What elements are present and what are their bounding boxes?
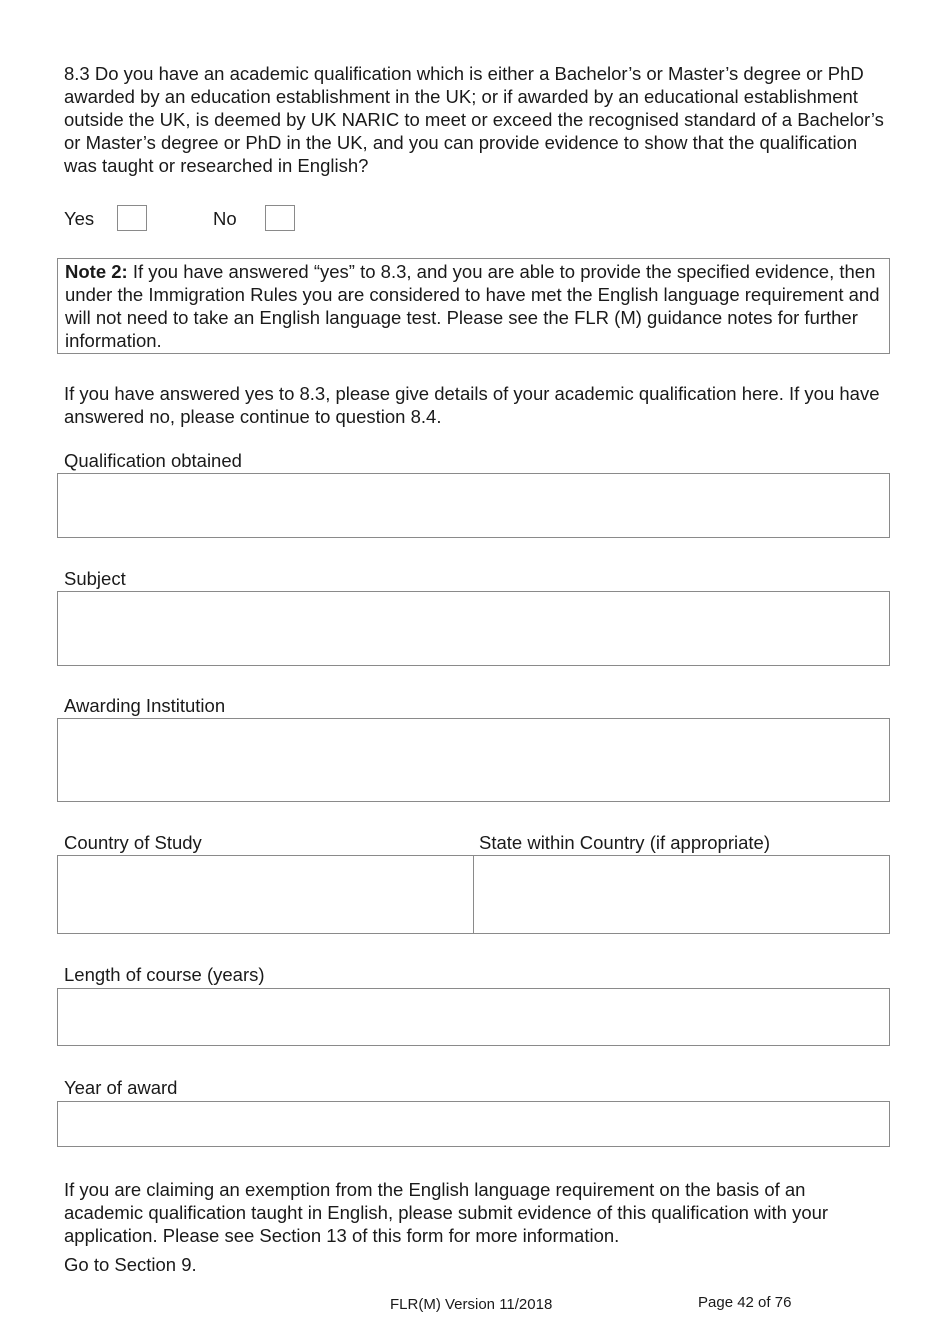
page-number: Page 42 of 76 <box>698 1294 792 1311</box>
form-version: FLR(M) Version 11/2018 <box>390 1296 553 1313</box>
state-label: State within Country (if appropriate) <box>479 832 770 853</box>
yes-checkbox[interactable] <box>117 205 147 231</box>
yes-label: Yes <box>64 208 95 229</box>
note-2-heading: Note 2: <box>65 261 128 282</box>
country-input[interactable] <box>57 855 474 934</box>
state-input[interactable] <box>473 855 890 934</box>
country-label: Country of Study <box>64 832 202 853</box>
institution-label: Awarding Institution <box>64 695 226 716</box>
qualification-input[interactable] <box>57 473 890 538</box>
no-checkbox[interactable] <box>265 205 295 231</box>
note-2-box <box>57 258 890 354</box>
subject-input[interactable] <box>57 591 890 666</box>
year-of-award-input[interactable] <box>57 1101 890 1147</box>
question-8-3-text: 8.3 Do you have an academic qualification which is either a Bachelor’s or Master’s degree or PhD awarded by an education establishment in the UK; or if awarded by an educational establishment outside the UK, is deemed by UK NARIC to meet or exceed the recognised standard of a Bachelor’s or Master’s degree or PhD in the UK, and you can provide evidence to show that the qualification was taught or researched in English? <box>64 63 884 176</box>
year-of-award-label: Year of award <box>64 1077 178 1098</box>
qualification-label: Qualification obtained <box>64 450 242 471</box>
course-length-label: Length of course (years) <box>64 964 265 985</box>
institution-input[interactable] <box>57 718 890 802</box>
note-2-text: If you have answered “yes” to 8.3, and you are able to provide the specified evidence, then under the Immigration Rules you are considered to have met the English language requirement and will not need to take an English language test. Please see the FLR (M) guidance notes for further information. <box>65 261 880 351</box>
course-length-input[interactable] <box>57 988 890 1046</box>
exemption-text: If you are claiming an exemption from the English language requirement on the basis of an academic qualification taught in English, please submit evidence of this qualification with your application. Please see Section 13 of this form for more information. <box>64 1179 829 1246</box>
no-label: No <box>213 208 237 229</box>
go-to-section-text: Go to Section 9. <box>64 1254 197 1275</box>
qualification-intro-text: If you have answered yes to 8.3, please give details of your academic qualification here. If you have answered no, please continue to question 8.4. <box>64 383 880 427</box>
subject-label: Subject <box>64 568 126 589</box>
